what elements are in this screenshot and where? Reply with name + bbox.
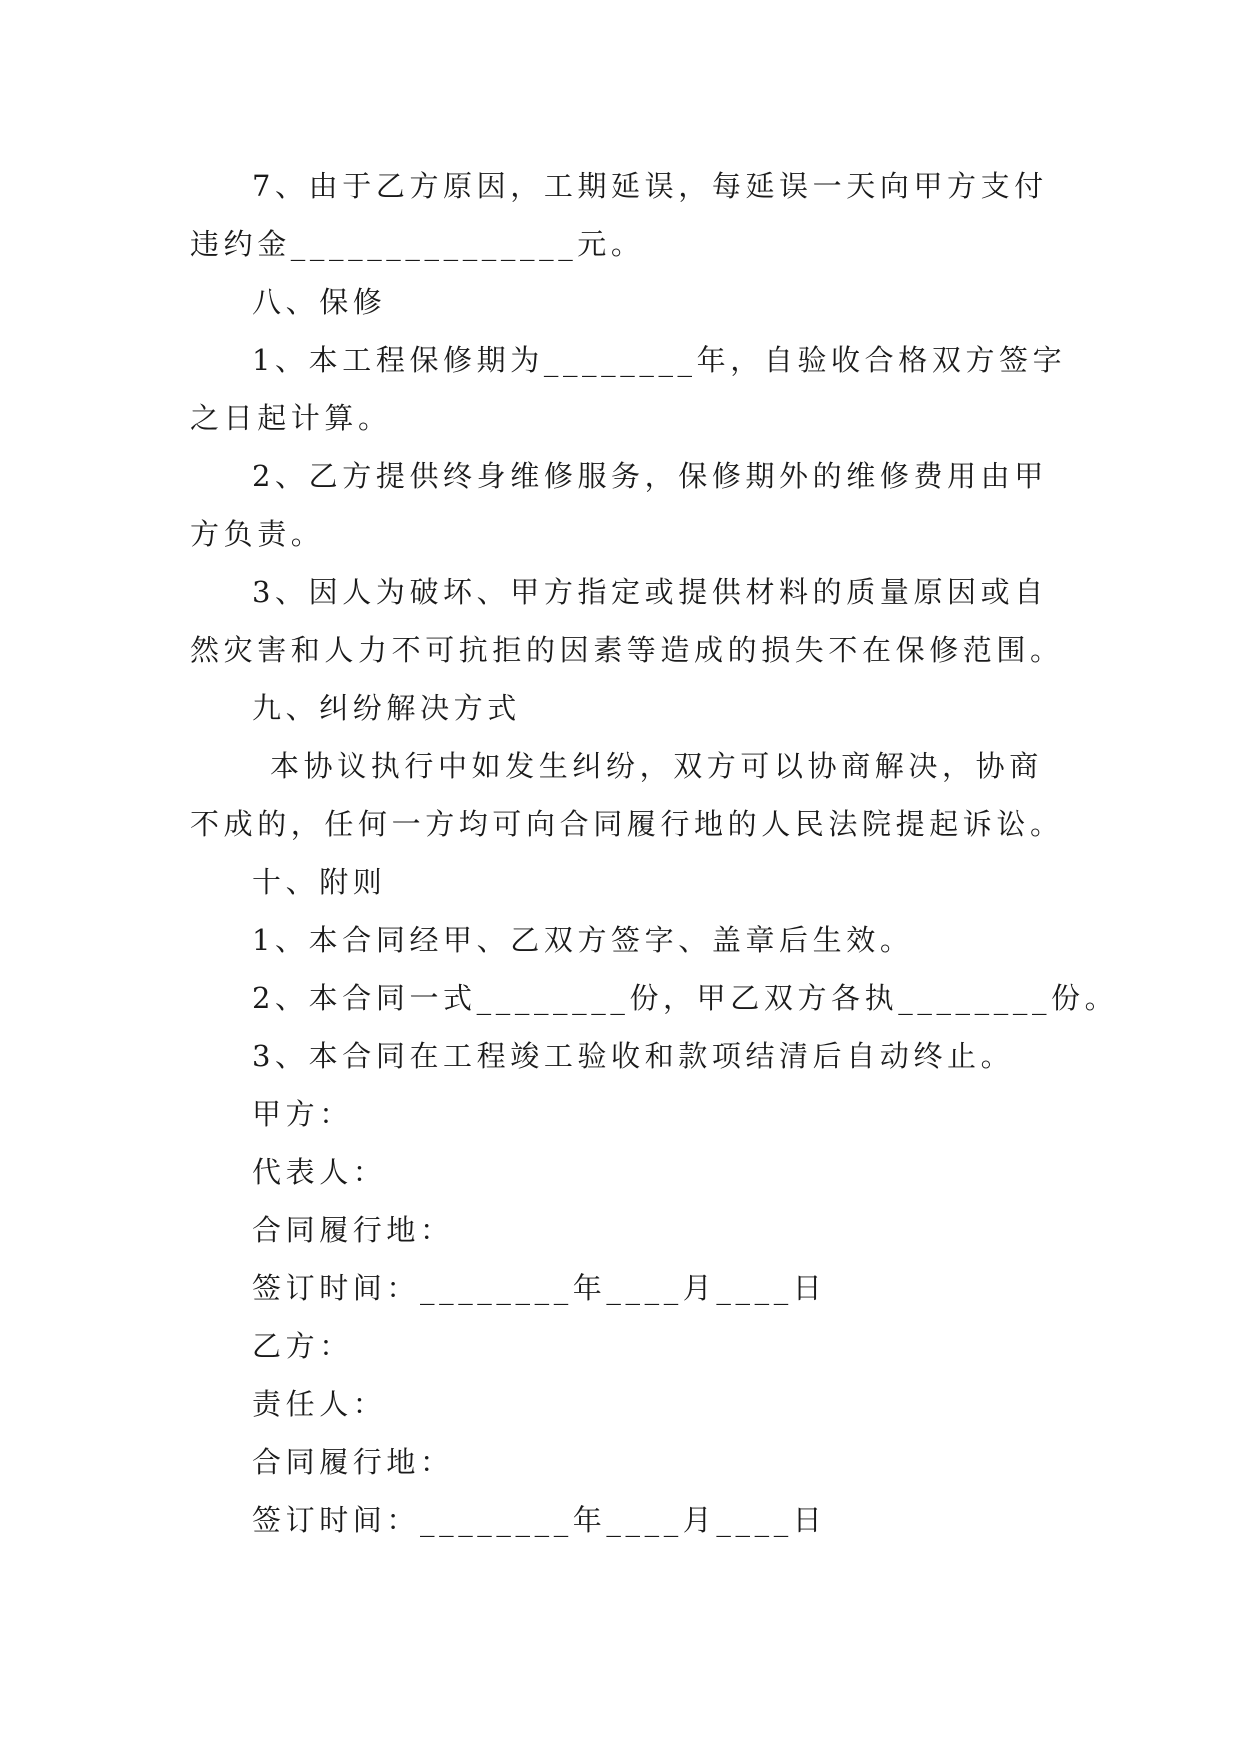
party-a-representative: 代表人： [252, 1155, 387, 1189]
supplementary-item-1: 1、本合同经甲、乙双方签字、盖章后生效。 [252, 923, 914, 957]
warranty-item-1-line-1: 1、本工程保修期为________年，自验收合格双方签字 [252, 343, 1067, 377]
party-b-label: 乙方： [252, 1329, 353, 1363]
warranty-item-3-line-1: 3、因人为破坏、甲方指定或提供材料的质量原因或自 [252, 575, 1048, 609]
party-a-label: 甲方： [252, 1097, 353, 1131]
party-b-place: 合同履行地： [252, 1445, 454, 1479]
section-heading-warranty: 八、保修 [252, 285, 387, 319]
clause-7-line-2: 违约金_______________元。 [190, 227, 645, 261]
party-a-sign-date: 签订时间：________年____月____日 [252, 1271, 827, 1305]
dispute-line-1: 本协议执行中如发生纠纷，双方可以协商解决，协商 [270, 749, 1043, 783]
party-b-responsible: 责任人： [252, 1387, 387, 1421]
party-a-place: 合同履行地： [252, 1213, 454, 1247]
dispute-line-2: 不成的，任何一方均可向合同履行地的人民法院提起诉讼。 [190, 807, 1064, 841]
warranty-item-3-line-2: 然灾害和人力不可抗拒的因素等造成的损失不在保修范围。 [190, 633, 1064, 667]
section-heading-supplementary: 十、附则 [252, 865, 387, 899]
warranty-item-2-line-2: 方负责。 [190, 517, 325, 551]
clause-7-line-1: 7、由于乙方原因，工期延误，每延误一天向甲方支付 [252, 169, 1048, 203]
warranty-item-2-line-1: 2、乙方提供终身维修服务，保修期外的维修费用由甲 [252, 459, 1048, 493]
supplementary-item-3: 3、本合同在工程竣工验收和款项结清后自动终止。 [252, 1039, 1015, 1073]
party-b-sign-date: 签订时间：________年____月____日 [252, 1503, 827, 1537]
warranty-item-1-line-2: 之日起计算。 [190, 401, 392, 435]
supplementary-item-2: 2、本合同一式________份，甲乙双方各执________份。 [252, 981, 1119, 1015]
section-heading-dispute: 九、纠纷解决方式 [252, 691, 521, 725]
